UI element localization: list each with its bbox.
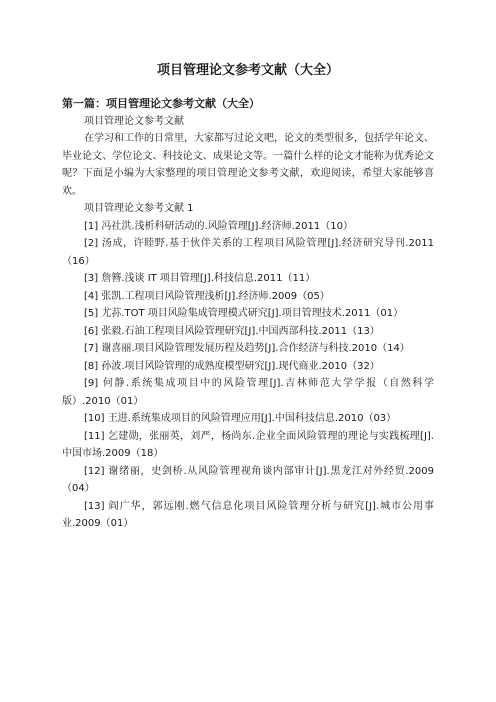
reference-item: [7] 谢喜丽.项目风险管理发展历程及趋势[J].合作经济与科技.2010（14） — [84, 343, 410, 354]
section-title: 第一篇：项目管理论文参考文献（大全） — [62, 97, 260, 110]
reference-item: [1] 冯社洪.浅析科研活动的.风险管理[J].经济师.2011（10） — [84, 220, 353, 232]
intro-paragraph: 在学习和工作的日常里，大家都写过论文吧，论文的类型很多，包括学年论文、毕业论文、学位论文、科技论文、成果论文等。一篇什么样的论文才能称为优秀论文呢？下面是小编为大家整理的项目管理论文参考文献，欢迎阅读，希望大家能够喜欢。 — [62, 133, 434, 197]
document-title: 项目管理论文参考文献（大全） — [156, 63, 339, 78]
reference-item: [2] 汤成，许睦野.基于伙伴关系的工程项目风险管理[J].经济研究导刊.2011（16） — [62, 238, 434, 267]
reference-item: [5] 尤荪.TOT 项目风险集成管理模式研究[J].项目管理技术.2011（01） — [84, 308, 404, 319]
list-heading: 项目管理论文参考文献 1 — [84, 203, 194, 214]
subtitle: 项目管理论文参考文献 — [84, 115, 184, 127]
reference-list — [62, 218, 434, 533]
reference-item: [8] 孙波.项目风险管理的成熟度模型研究[J].现代商业.2010（32） — [84, 360, 380, 372]
reference-item: [12] 谢绪丽，史剑桥.从风险管理视角谈内部审计[J].黑龙江对外经贸.2009（04） — [62, 465, 434, 494]
reference-item: [13] 阎广华，郭远刚.燃气信息化项目风险管理分析与研究[J].城市公用事业.2009（01） — [62, 500, 434, 529]
reference-item: [9] 何静.系统集成项目中的风险管理[J].吉林师范大学学报（自然科学版）.2010（01） — [62, 378, 434, 407]
reference-item: [3] 詹簪.浅谈 IT 项目管理[J].科技信息.2011（11） — [84, 273, 316, 284]
reference-item: [4] 张凯.工程项目风险管理浅析[J].经济师.2009（05） — [84, 290, 330, 302]
reference-item: [10] 王进.系统集成项目的风险管理应用[J].中国科技信息.2010（03） — [84, 413, 397, 424]
reference-item: [6] 张毅.石油工程项目风险管理研究[J].中国西部科技.2011（13） — [84, 325, 380, 337]
reference-item: [11] 乞建勋，张丽英，刘严，杨尚东.企业全面风险管理的理论与实践梳理[J].中国市场.2009（18） — [62, 430, 434, 459]
